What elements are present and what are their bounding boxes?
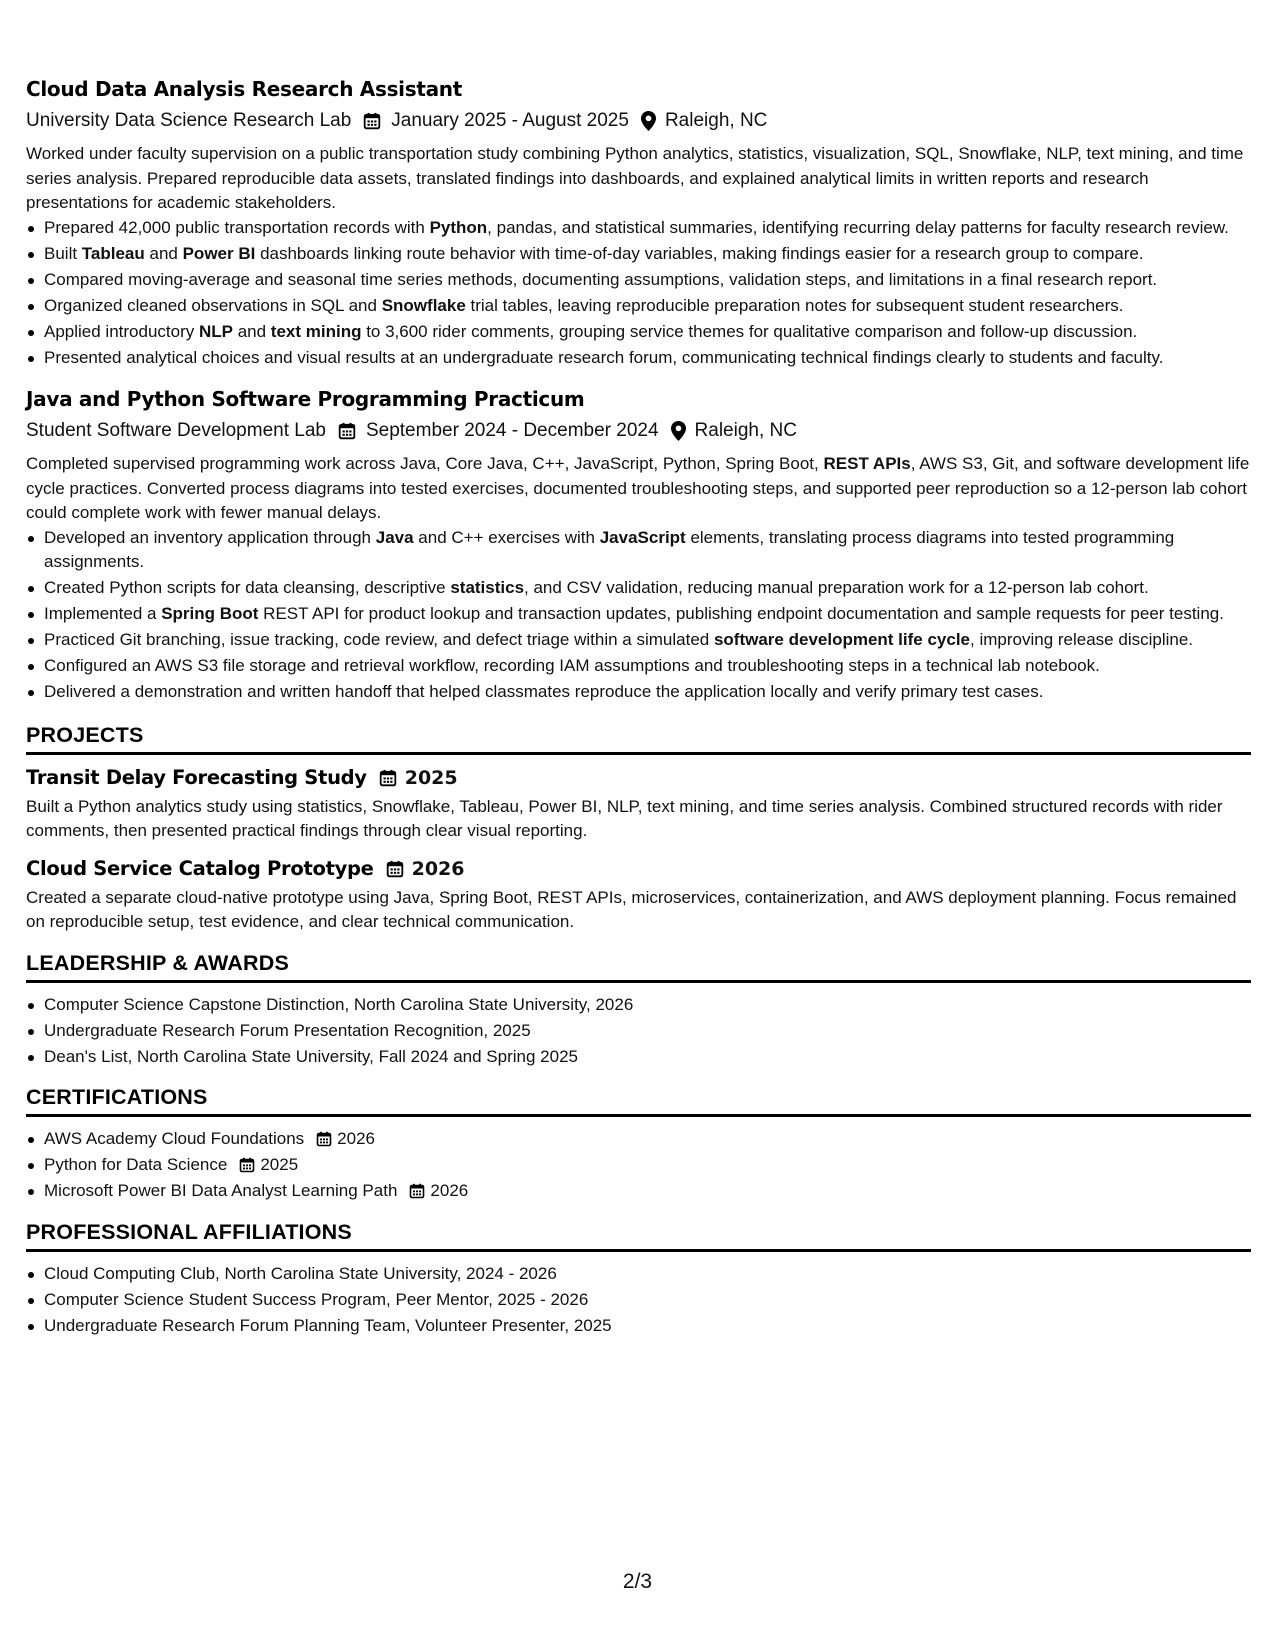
project-description: Created a separate cloud-native prototype using Java, Spring Boot, REST APIs, microservices, containerization, and AWS deployment planning. Focus remained on reproducible setup, test evidence, and clear technical communication.: [26, 887, 1237, 931]
bullet-item: [44, 346, 1251, 371]
list-item: [44, 1179, 1251, 1204]
certification-year: 2026: [337, 1129, 375, 1148]
bullet-item: [44, 680, 1251, 705]
text-run: Delivered a demonstration and written handoff that helped classmates reproduce the application locally and verify primary test cases.: [44, 682, 1044, 701]
emphasized-text: Spring Boot: [161, 604, 259, 623]
text-run: Implemented a: [44, 604, 162, 623]
job-description: [26, 452, 1251, 526]
experience-entry-programming-practicum: [26, 386, 1251, 705]
job-title: Cloud Data Analysis Research Assistant: [26, 77, 462, 101]
text-run: , improving release discipline.: [970, 630, 1194, 649]
text-run: Built: [44, 243, 82, 263]
awards-list: [26, 993, 1251, 1070]
job-title: Java and Python Software Programming Practicum: [26, 387, 585, 411]
emphasized-text: Snowflake: [381, 295, 466, 315]
project-description: Built a Python analytics study using statistics, Snowflake, Tableau, Power BI, NLP, text mining, and time series analysis. Combined structured records with rider comments, then presented practical findings through clear visual reporting.: [26, 796, 1223, 840]
emphasized-text: Java: [375, 527, 414, 547]
job-organization: University Data Science Research Lab: [26, 110, 352, 131]
text-run: Created Python scripts for data cleansing, descriptive: [44, 578, 451, 597]
emphasized-text: Python: [429, 217, 488, 237]
project-year: 2025: [404, 766, 458, 789]
emphasized-text: software development life cycle: [713, 630, 971, 649]
text-run: Configured an AWS S3 file storage and retrieval workflow, recording IAM assumptions and troubleshooting steps in a technical lab notebook.: [44, 656, 1100, 675]
text-run: Compared moving-average and seasonal time series methods, documenting assumptions, validation steps, and limitations in a final research report.: [44, 269, 1158, 289]
project-entry: [26, 765, 1251, 844]
bullet-item: [44, 242, 1251, 267]
bullet-item: [44, 576, 1251, 601]
certification-name: AWS Academy Cloud Foundations: [44, 1129, 305, 1148]
certification-year: 2025: [260, 1155, 299, 1174]
calendar-icon: [338, 422, 356, 440]
job-meta: [26, 108, 1251, 134]
list-item: Cloud Computing Club, North Carolina State University, 2024 - 2026: [44, 1262, 1251, 1287]
bullet-item: [44, 294, 1251, 319]
project-title: Cloud Service Catalog Prototype: [26, 856, 374, 880]
calendar-icon: [363, 112, 381, 130]
text-run: elements, translating process diagrams into tested programming assignments.: [44, 527, 1175, 571]
text-run: Practiced Git branching, issue tracking, code review, and defect triage within a simulated: [44, 630, 714, 649]
emphasized-text: statistics: [450, 578, 525, 597]
job-bullets: [26, 526, 1251, 705]
job-bullets: [26, 216, 1251, 371]
text-run: dashboards linking route behavior with time-of-day variables, making findings easier for a research group to compare.: [255, 243, 1144, 263]
certifications-section: [26, 1083, 1251, 1204]
emphasized-text: REST APIs: [823, 454, 911, 473]
list-item: Computer Science Capstone Distinction, North Carolina State University, 2026: [44, 993, 1251, 1018]
list-item: Dean's List, North Carolina State University, Fall 2024 and Spring 2025: [44, 1045, 1251, 1070]
text-run: Applied introductory: [44, 321, 199, 341]
emphasized-text: Power BI: [182, 243, 256, 263]
leadership-awards-section: [26, 949, 1251, 1070]
calendar-icon: [386, 860, 404, 878]
list-item: Undergraduate Research Forum Presentation Recognition, 2025: [44, 1019, 1251, 1044]
calendar-icon: [239, 1157, 255, 1173]
section-heading: PROJECTS: [26, 721, 1251, 755]
text-run: and: [144, 243, 183, 263]
text-run: trial tables, leaving reproducible preparation notes for subsequent student researchers.: [465, 295, 1124, 315]
job-meta: [26, 418, 1251, 444]
project-year: 2026: [411, 857, 465, 880]
page-number: 2/3: [622, 1570, 653, 1593]
affiliations-list: [26, 1262, 1251, 1339]
project-title: Transit Delay Forecasting Study: [26, 765, 367, 789]
project-header: [26, 856, 1251, 882]
text-run: , AWS S3, Git, and software development life cycle practices. Converted process diagrams into tested exercises, documented troubleshooting steps, and supported peer reproduction so a 12-person lab cohort could complete work with fewer manual delays.: [26, 454, 1250, 522]
certification-name: Microsoft Power BI Data Analyst Learning Path: [44, 1181, 398, 1200]
affiliations-section: [26, 1218, 1251, 1339]
text-run: Presented analytical choices and visual results at an undergraduate research forum, communicating technical findings clearly to students and faculty.: [44, 347, 1164, 367]
list-item: [44, 1127, 1251, 1152]
resume-page: [26, 76, 1251, 1352]
certification-name: Python for Data Science: [44, 1155, 228, 1174]
bullet-item: [44, 320, 1251, 345]
calendar-icon: [316, 1131, 332, 1147]
experience-entry-research-assistant: [26, 76, 1251, 370]
section-heading: CERTIFICATIONS: [26, 1083, 1251, 1117]
calendar-icon: [409, 1183, 425, 1199]
certification-year: 2026: [430, 1181, 469, 1200]
bullet-item: [44, 628, 1251, 653]
job-description: Worked under faculty supervision on a public transportation study combining Python analytics, statistics, visualization, SQL, Snowflake, NLP, text mining, and time series analysis. Prepared reproducible data assets, translated findings into dashboards, and explained analytical limits in written reports and research presentations for academic stakeholders.: [26, 144, 1244, 212]
job-organization: Student Software Development Lab: [26, 420, 326, 441]
job-dates: September 2024 - December 2024: [365, 420, 659, 441]
emphasized-text: text mining: [270, 321, 362, 341]
projects-section: [26, 721, 1251, 935]
list-item: Computer Science Student Success Program, Peer Mentor, 2025 - 2026: [44, 1288, 1251, 1313]
text-run: and C++ exercises with: [413, 527, 600, 547]
certifications-list: [26, 1127, 1251, 1204]
job-location: Raleigh, NC: [664, 110, 768, 131]
section-heading: PROFESSIONAL AFFILIATIONS: [26, 1218, 1251, 1252]
text-run: Completed supervised programming work across Java, Core Java, C++, JavaScript, Python, Spring Boot,: [26, 454, 824, 473]
text-run: REST API for product lookup and transaction updates, publishing endpoint documentation and sample requests for peer testing.: [258, 604, 1224, 623]
map-pin-icon: [671, 421, 686, 441]
text-run: , and CSV validation, reducing manual preparation work for a 12-person lab cohort.: [524, 578, 1149, 597]
project-header: [26, 765, 1251, 791]
emphasized-text: Tableau: [81, 243, 145, 263]
bullet-item: [44, 654, 1251, 679]
text-run: , pandas, and statistical summaries, identifying recurring delay patterns for faculty research review.: [487, 217, 1229, 237]
section-heading: LEADERSHIP & AWARDS: [26, 949, 1251, 983]
text-run: and: [232, 321, 271, 341]
emphasized-text: JavaScript: [599, 527, 686, 547]
emphasized-text: NLP: [198, 321, 233, 341]
list-item: Undergraduate Research Forum Planning Team, Volunteer Presenter, 2025: [44, 1314, 1251, 1339]
text-run: Organized cleaned observations in SQL and: [44, 295, 382, 315]
job-location: Raleigh, NC: [694, 420, 797, 441]
calendar-icon: [379, 769, 397, 787]
bullet-item: [44, 216, 1251, 241]
bullet-item: [44, 602, 1251, 627]
map-pin-icon: [641, 111, 656, 131]
job-dates: January 2025 - August 2025: [391, 110, 629, 131]
text-run: Developed an inventory application through: [44, 527, 376, 547]
text-run: Prepared 42,000 public transportation records with: [44, 217, 430, 237]
project-entry: [26, 856, 1251, 935]
bullet-item: [44, 526, 1251, 575]
bullet-item: [44, 268, 1251, 293]
text-run: to 3,600 rider comments, grouping service themes for qualitative comparison and follow-up discussion.: [361, 321, 1138, 341]
list-item: [44, 1153, 1251, 1178]
